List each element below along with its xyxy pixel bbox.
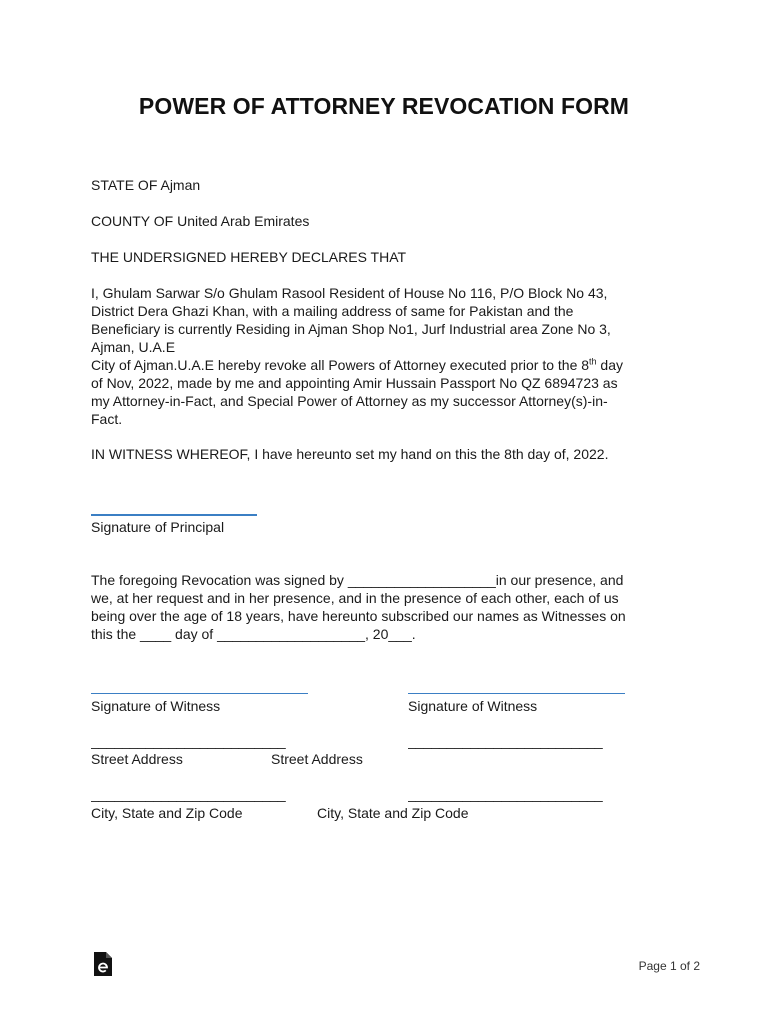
page-number: Page 1 of 2 bbox=[638, 959, 700, 973]
witness-right-signature-label: Signature of Witness bbox=[408, 698, 538, 714]
principal-signature-label: Signature of Principal bbox=[91, 519, 225, 535]
declares-line: THE UNDERSIGNED HEREBY DECLARES THAT bbox=[91, 249, 407, 265]
witness-left-address-line[interactable]: _________________________ bbox=[91, 733, 286, 749]
paragraph-line: being over the age of 18 years, have hereunto subscribed our names as Witnesses on bbox=[91, 608, 626, 624]
declaration-paragraph bbox=[91, 284, 681, 428]
paragraph-line: District Dera Ghazi Khan, with a mailing address of same for Pakistan and the bbox=[91, 303, 574, 319]
state-line: STATE OF Ajman bbox=[91, 177, 201, 193]
document-title: POWER OF ATTORNEY REVOCATION FORM bbox=[138, 93, 630, 119]
witness-whereof-line: IN WITNESS WHEREOF, I have hereunto set my hand on this the 8th day of, 2022. bbox=[91, 446, 609, 462]
witness-left-signature-label: Signature of Witness bbox=[91, 698, 221, 714]
witness-right-address-label: Street Address bbox=[271, 751, 363, 767]
paragraph-line bbox=[91, 356, 681, 374]
witness-right-city-label: City, State and Zip Code bbox=[317, 805, 469, 821]
paragraph-text: City of Ajman.U.A.E hereby revoke all Powers of Attorney executed prior to the 8 bbox=[91, 357, 590, 373]
witness-right-city-line[interactable]: _________________________ bbox=[408, 786, 603, 802]
witness-left-city-label: City, State and Zip Code bbox=[91, 805, 243, 821]
principal-signature-line[interactable] bbox=[91, 514, 257, 516]
paragraph-line: my Attorney-in-Fact, and Special Power of Attorney as my successor Attorney(s)-in- bbox=[91, 393, 608, 409]
county-line: COUNTY OF United Arab Emirates bbox=[91, 213, 310, 229]
witness-left-signature-line[interactable] bbox=[91, 693, 308, 694]
paragraph-line: Fact. bbox=[91, 411, 123, 427]
paragraph-line: Ajman, U.A.E bbox=[91, 339, 176, 355]
paragraph-line: The foregoing Revocation was signed by ___________________in our presence, and bbox=[91, 572, 624, 588]
paragraph-line: of Nov, 2022, made by me and appointing Amir Hussain Passport No QZ 6894723 as bbox=[91, 375, 618, 391]
paragraph-line: we, at her request and in her presence, and in the presence of each other, each of us bbox=[91, 590, 619, 606]
revocation-paragraph bbox=[91, 571, 681, 643]
paragraph-line: Beneficiary is currently Residing in Ajman Shop No1, Jurf Industrial area Zone No 3, bbox=[91, 321, 611, 337]
witness-right-address-line[interactable]: _________________________ bbox=[408, 733, 603, 749]
ordinal-suffix: th bbox=[589, 356, 597, 367]
witness-left-address-label: Street Address bbox=[91, 751, 183, 767]
witness-left-city-line[interactable]: _________________________ bbox=[91, 786, 286, 802]
paragraph-line: this the ____ day of ___________________, 20___. bbox=[91, 626, 416, 642]
paragraph-line: I, Ghulam Sarwar S/o Ghulam Rasool Resident of House No 116, P/O Block No 43, bbox=[91, 285, 608, 301]
paragraph-text: day bbox=[596, 357, 624, 373]
witness-right-signature-line[interactable] bbox=[408, 693, 625, 694]
eforms-logo-icon bbox=[93, 951, 113, 977]
